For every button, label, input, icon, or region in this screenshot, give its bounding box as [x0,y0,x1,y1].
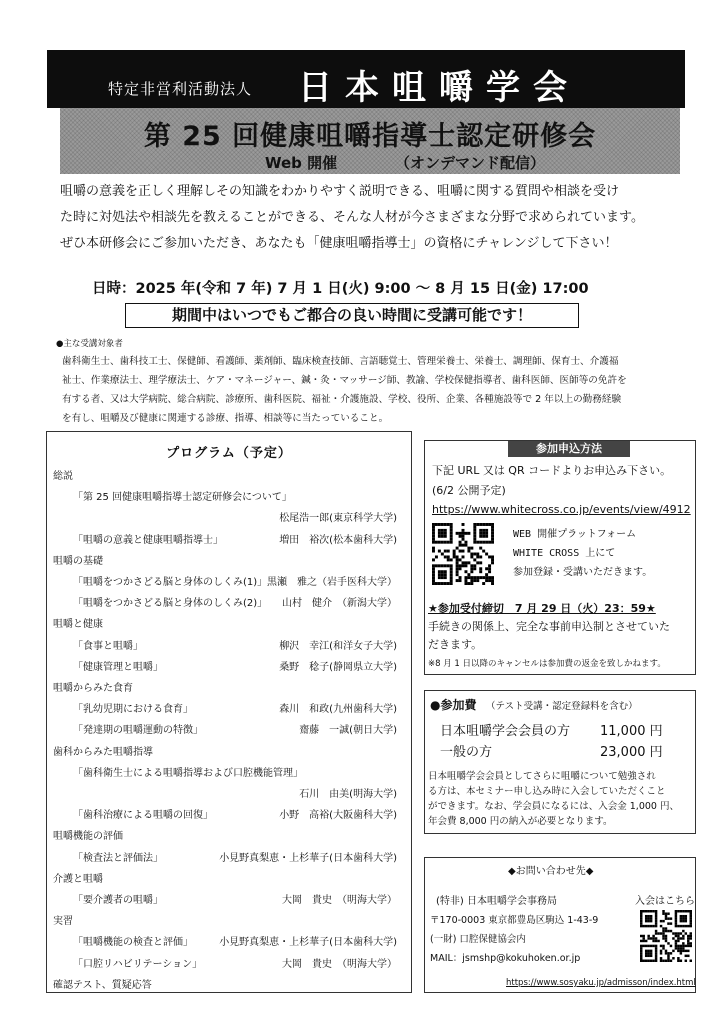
join-url-link[interactable]: https://www.sosyaku.jp/admisson/index.html [506,978,696,988]
apply-release: (6/2 公開予定) [432,484,506,497]
event-title: 第 25 回健康咀嚼指導士認定研修会 [143,121,597,152]
fee-membership-note [428,769,679,829]
apply-url-link[interactable]: https://www.whitecross.co.jp/events/view/4912 [432,503,691,516]
platform-line-3: 参加登録・受講いただきます。 [513,567,653,578]
fee-note-line: ができます。なお、学会員になるには、入会金 1,000 円、 [428,801,679,812]
program-lecture: 「食事と咀嚼」 [73,640,143,652]
apply-qr-code[interactable] [432,523,494,585]
program-lecture: 「口腔リハビリテーション」 [73,958,203,970]
program-lecture: 「咀嚼をつかさどる脳と身体のしくみ(1)」 [73,577,268,588]
program-lecture: 「歯科衛生士による咀嚼指導および口腔機能管理」 [73,767,303,779]
contact-title: ◆お問い合わせ先◆ [508,866,594,877]
fee-general-price: 23,000 円 [600,745,663,760]
apply-header: 参加申込方法 [508,441,630,457]
program-speaker: 増田 裕次(松本歯科大学) [279,534,397,546]
program-lecture: 「咀嚼の意義と健康咀嚼指導士」 [73,534,223,546]
program-speaker: 小見野真梨恵・上杉華子(日本歯科大学) [219,937,397,949]
program-lecture: 「要介護者の咀嚼」 [73,895,163,906]
fee-note-line: 日本咀嚼学会会員としてさらに咀嚼について勉強され [428,771,656,782]
fee-member-price: 11,000 円 [600,724,663,739]
program-section: 咀嚼からみた食育 [53,683,133,694]
fee-note-line: る方は、本セミナー申し込み時に入会していただくこと [428,786,666,797]
availability-notice: 期間中はいつでもご都合の良い時間に受講可能です！ [125,303,579,328]
contact-org: (特非) 日本咀嚼学会事務局 [436,896,557,907]
program-speaker: 石川 由美(明海大学) [299,789,397,800]
fee-title-note: （テスト受講・認定登録料を含む） [486,701,638,712]
platform-line-1: WEB 開催プラットフォーム [513,529,637,540]
intro-line-3: ぜひ本研修会にご参加いただき、あなたも「健康咀嚼指導士」の資格にチャレンジして下さい！ [60,236,618,251]
program-speaker: 黒瀬 雅之（岩手医科大学） [267,577,397,588]
program-box [46,431,412,993]
program-lecture: 「検査法と評価法」 [73,852,163,864]
program-section: 咀嚼と健康 [53,619,103,631]
program-speaker: 山村 健介 （新潟大学） [282,598,397,610]
target-line: を有し、咀嚼及び健康に関連する診療、指導、相談等に当たっていること。 [62,413,389,424]
program-lecture: 「歯科治療による咀嚼の回復」 [73,810,213,822]
program-speaker: 小野 高裕(大阪歯科大学) [279,810,397,822]
program-speaker: 桑野 稔子(静岡県立大学) [279,661,397,673]
apply-deadline: ★参加受付締切 7 月 29 日（火）23：59★ [428,602,656,615]
event-date: 日時：2025 年(令和 7 年) 7 月 1 日(火) 9:00 ～ 8 月 15 日(金) 17:00 [92,281,589,297]
apply-note-2: だきます。 [428,638,483,651]
program-section: 咀嚼の基礎 [53,555,103,567]
program-lecture: 「健康管理と咀嚼」 [73,661,163,673]
target-line: 歯科衛生士、歯科技工士、保健師、看護師、薬剤師、臨床検査技師、言語聴覚士、管理栄養士、栄養士、調理師、保育士、介護福 [62,356,619,367]
org-type: 特定非営利活動法人 [108,80,253,98]
join-qr-code[interactable] [640,910,692,962]
intro-line-2: た時に対処法や相談先を教えることができる、そんな人材が今さまざまな分野で求められています。 [60,210,644,225]
program-lecture: 「咀嚼機能の検査と評価」 [73,937,193,949]
fee-note-line: 年会費 8,000 円の納入が必要となります。 [428,816,613,827]
program-speaker: 大岡 貴史 （明海大学） [282,958,397,970]
apply-note-1: 手続きの関係上、完全な事前申込制とさせていた [428,620,670,633]
program-lecture: 「発達期の咀嚼運動の特徴」 [73,725,203,737]
program-speaker: 松尾浩一郎(東京科学大学) [279,513,397,525]
apply-cancel-note: ※8 月 1 日以降のキャンセルは参加費の返金を致しかねます。 [428,659,666,669]
apply-instruction: 下記 URL 又は QR コードよりお申込み下さい。 [432,464,672,477]
program-speaker: 柳沢 幸江(和洋女子大学) [279,640,397,652]
fee-member-label: 日本咀嚼学会会員の方 [440,724,571,739]
program-section: 実習 [53,916,73,928]
program-lecture: 「咀嚼をつかさどる脳と身体のしくみ(2)」 [73,598,268,610]
platform-line-2: WHITE CROSS 上にて [513,548,616,559]
program-speaker: 森川 和政(九州歯科大学) [279,704,397,716]
target-line: 祉士、作業療法士、理学療法士、ケア・マネージャー、鍼・灸・マッサージ師、教諭、学校保健指導者、歯科医師、医師等の免許を [62,375,627,386]
program-section: 歯科からみた咀嚼指導 [53,746,153,758]
program-section: 総説 [53,471,73,482]
program-section: 確認テスト、質疑応答 [53,979,152,991]
target-title: ●主な受講対象者 [56,339,123,349]
program-title: プログラム（予定） [166,446,292,461]
program-lecture: 「第 25 回健康咀嚼指導士認定研修会について」 [73,492,292,504]
program-speaker: 大岡 貴史 （明海大学） [282,895,397,906]
program-speaker: 齋藤 一誠(朝日大学) [299,725,397,737]
fee-title: ●参加費 [430,698,477,712]
program-lecture: 「乳幼児期における食育」 [73,704,193,716]
program-section: 介護と咀嚼 [53,873,103,885]
target-list [62,352,692,428]
join-label: 入会はこちら [635,896,695,907]
target-line: 有する者、又は大学病院、総合病院、診療所、歯科医院、福祉・介護施設、学校、役所、企業、各種施設等で 2 年以上の勤務経験 [62,394,622,405]
program-speaker: 小見野真梨恵・上杉華子(日本歯科大学) [219,852,397,864]
intro-line-1: 咀嚼の意義を正しく理解しその知識をわかりやすく説明できる、咀嚼に関する質問や相談を受け [60,184,620,199]
program-section: 咀嚼機能の評価 [53,831,123,843]
org-name: 日本咀嚼学会 [298,68,580,108]
contact-email-link[interactable]: MAIL：jsmshp@kokuhoken.or.jp [430,953,581,964]
event-ondemand: （オンデマンド配信） [395,154,546,172]
title-banner [60,108,680,174]
event-format: Web 開催 [265,154,338,172]
contact-address: 〒170-0003 東京都豊島区駒込 1-43-9 [430,915,599,926]
fee-general-label: 一般の方 [440,745,493,760]
contact-org2: (一財) 口腔保健協会内 [430,934,526,945]
